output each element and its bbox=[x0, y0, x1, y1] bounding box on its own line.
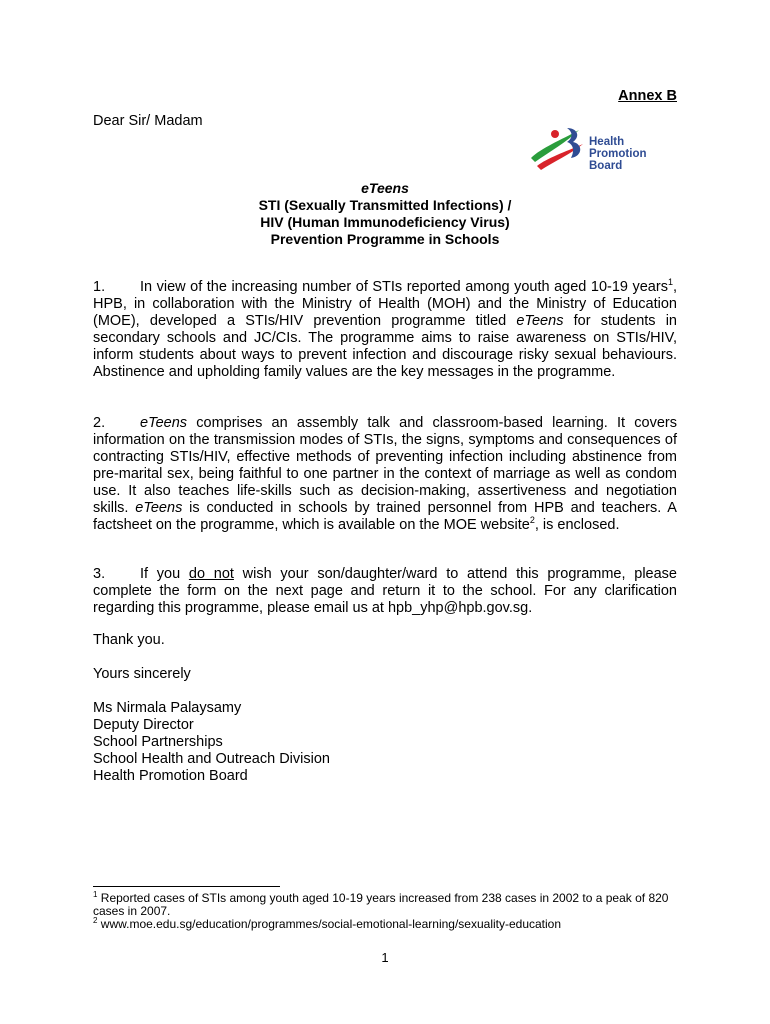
document-title bbox=[93, 180, 677, 248]
title-line-2: STI (Sexually Transmitted Infections) / bbox=[258, 197, 512, 213]
annex-label: Annex B bbox=[618, 88, 677, 104]
paragraph-text: is conducted in schools by trained personnel from HPB and teachers. A factsheet on the programme, which is available on the MOE website bbox=[93, 500, 677, 533]
logo-line-1: Health bbox=[589, 136, 625, 148]
footnote-ref: 2 bbox=[529, 515, 535, 526]
paragraph-text: comprises an assembly talk and classroom-based learning. It covers information on the transmission modes of STIs, the signs, symptoms and consequences of contracting STIs/HIV, effective methods of preventing infection including abstinence from pre-marital sex, being faithful to one partner in the context of marriage as well as condom use. It also teaches life-skills such as decision-making, assertiveness and negotiation skills. bbox=[93, 415, 677, 516]
footnote-text: www.moe.edu.sg/education/programmes/social-emotional-learning/sexuality-education bbox=[97, 917, 562, 931]
signatory-name: Ms Nirmala Palaysamy bbox=[93, 700, 242, 716]
paragraph-number: 2. bbox=[93, 415, 106, 431]
paragraph-3 bbox=[93, 566, 677, 617]
footnote-ref: 1 bbox=[667, 277, 673, 288]
paragraph-text: , HPB, in collaboration with the Ministry of Health (MOH) and the Ministry of Education (MOE), developed a STIs/HIV prevention programme titled bbox=[93, 279, 677, 329]
paragraph-1 bbox=[93, 279, 677, 381]
programme-name: eTeens bbox=[516, 313, 564, 329]
signatory-title: Deputy Director bbox=[93, 717, 194, 733]
logo-line-3: Board bbox=[589, 160, 623, 172]
signature-block bbox=[93, 700, 330, 785]
paragraph-number: 1. bbox=[93, 279, 106, 295]
footnote-mark: 1 bbox=[93, 890, 98, 899]
logo-line-2: Promotion bbox=[589, 148, 647, 160]
logo-text bbox=[589, 136, 647, 172]
hpb-logo bbox=[527, 122, 677, 178]
footnote-divider bbox=[93, 886, 280, 887]
paragraph-text: In view of the increasing number of STIs reported among youth aged 10-19 years bbox=[140, 279, 668, 295]
emphasis-underline: do not bbox=[188, 566, 234, 582]
title-line-1: eTeens bbox=[361, 180, 409, 196]
paragraph-text: If you bbox=[140, 566, 189, 582]
thank-you: Thank you. bbox=[93, 632, 165, 648]
paragraph-text: wish your son/daughter/ward to attend this programme, please complete the form on the next page and return it to the school. For any clarification regarding this programme, please email us at hpb_yhp@hpb.gov.sg. bbox=[93, 566, 677, 616]
paragraph-text: for students in secondary schools and JC/CIs. The programme aims to raise awareness on STIs/HIV, inform students about ways to prevent infection and discourage risky sexual behaviours. Abstinence and upholding family values are the key messages in the programme. bbox=[93, 313, 677, 380]
signatory-org: Health Promotion Board bbox=[93, 768, 248, 784]
paragraph-2 bbox=[93, 415, 677, 534]
hpb-logo-icon bbox=[527, 122, 589, 178]
footnote-2 bbox=[93, 918, 683, 931]
yours-sincerely: Yours sincerely bbox=[93, 666, 191, 682]
footnote-text: Reported cases of STIs among youth aged 10-19 years increased from 238 cases in 2002 to a peak of 820 cases in 2007. bbox=[93, 891, 669, 918]
page-number: 1 bbox=[381, 950, 389, 965]
footnote-1 bbox=[93, 892, 683, 918]
title-line-4: Prevention Programme in Schools bbox=[270, 231, 500, 247]
programme-name: eTeens bbox=[135, 500, 183, 516]
programme-name: eTeens bbox=[140, 415, 188, 431]
paragraph-number: 3. bbox=[93, 566, 106, 582]
footnote-mark: 2 bbox=[93, 916, 98, 925]
title-line-3: HIV (Human Immunodeficiency Virus) bbox=[260, 214, 510, 230]
signatory-division: School Health and Outreach Division bbox=[93, 751, 330, 767]
signatory-dept: School Partnerships bbox=[93, 734, 223, 750]
salutation: Dear Sir/ Madam bbox=[93, 113, 203, 129]
paragraph-text: , is enclosed. bbox=[534, 517, 620, 533]
